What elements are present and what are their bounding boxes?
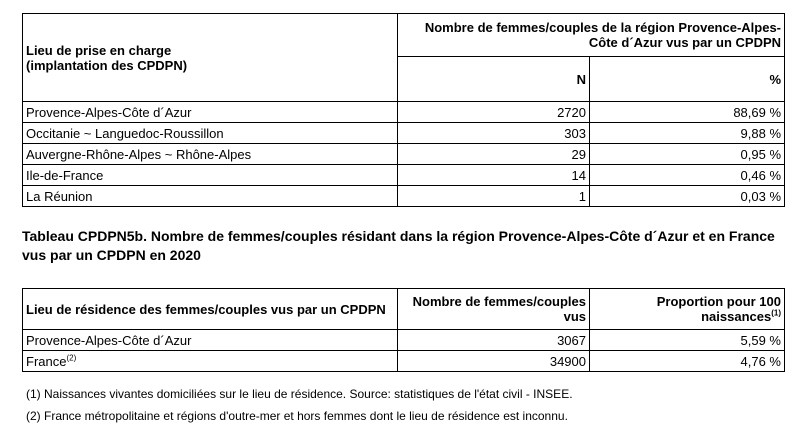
row-label: Ile-de-France — [23, 165, 398, 186]
table-residence — [22, 288, 785, 372]
header-nombre-vus: Nombre de femmes/couples vus — [398, 289, 590, 330]
footnote-2: (2) France métropolitaine et régions d'outre-mer et hors femmes dont le lieu de résidence est inconnu. — [26, 409, 568, 423]
table-row — [23, 330, 785, 351]
header-lieu-residence: Lieu de résidence des femmes/couples vus par un CPDPN — [23, 289, 398, 330]
row-label-text: France — [26, 353, 67, 369]
row-pct: 9,88 % — [590, 123, 785, 144]
row-pct: 0,95 % — [590, 144, 785, 165]
row-pct: 0,46 % — [590, 165, 785, 186]
row-label: Provence-Alpes-Côte d´Azur — [23, 102, 398, 123]
row-n: 1 — [398, 186, 590, 207]
row-pct: 88,69 % — [590, 102, 785, 123]
header-lieu-prise-en-charge — [23, 14, 398, 102]
header-proportion-label: Proportion pour 100 naissances — [656, 294, 781, 324]
row-n: 14 — [398, 165, 590, 186]
table-row — [23, 351, 785, 372]
header-lieu-sub: (implantation des CPDPN) — [26, 57, 188, 73]
table-row — [23, 102, 785, 123]
table-title: Tableau CPDPN5b. Nombre de femmes/couples résidant dans la région Provence-Alpes-Côte d´Azur et en France vus par un CPDPN en 2020 — [22, 228, 775, 263]
row-label: Auvergne-Rhône-Alpes ~ Rhône-Alpes — [23, 144, 398, 165]
row-n: 303 — [398, 123, 590, 144]
header-col-n: N — [398, 57, 590, 102]
row-n: 2720 — [398, 102, 590, 123]
header-lieu-label: Lieu de prise en charge — [26, 42, 172, 58]
table-row — [23, 186, 785, 207]
header-col-pct: % — [590, 57, 785, 102]
table-prise-en-charge — [22, 13, 785, 207]
row-label: La Réunion — [23, 186, 398, 207]
row-n: 34900 — [398, 351, 590, 372]
footnote-1: (1) Naissances vivantes domiciliées sur le lieu de résidence. Source: statistiques de l'état civil - INSEE. — [26, 387, 573, 401]
footnote-marker: (1) — [771, 308, 781, 318]
row-prop: 4,76 % — [590, 351, 785, 372]
row-label: Occitanie ~ Languedoc-Roussillon — [23, 123, 398, 144]
table-row — [23, 165, 785, 186]
row-label-text: Provence-Alpes-Côte d´Azur — [26, 332, 192, 348]
row-label — [23, 330, 398, 351]
row-prop: 5,59 % — [590, 330, 785, 351]
footnote-marker: (2) — [66, 353, 77, 363]
row-n: 3067 — [398, 330, 590, 351]
table-row — [23, 144, 785, 165]
header-proportion — [590, 289, 785, 330]
row-label — [23, 351, 398, 372]
row-n: 29 — [398, 144, 590, 165]
row-pct: 0,03 % — [590, 186, 785, 207]
header-nombre-femmes: Nombre de femmes/couples de la région Provence-Alpes-Côte d´Azur vus par un CPDPN — [398, 14, 785, 57]
table-row — [23, 123, 785, 144]
